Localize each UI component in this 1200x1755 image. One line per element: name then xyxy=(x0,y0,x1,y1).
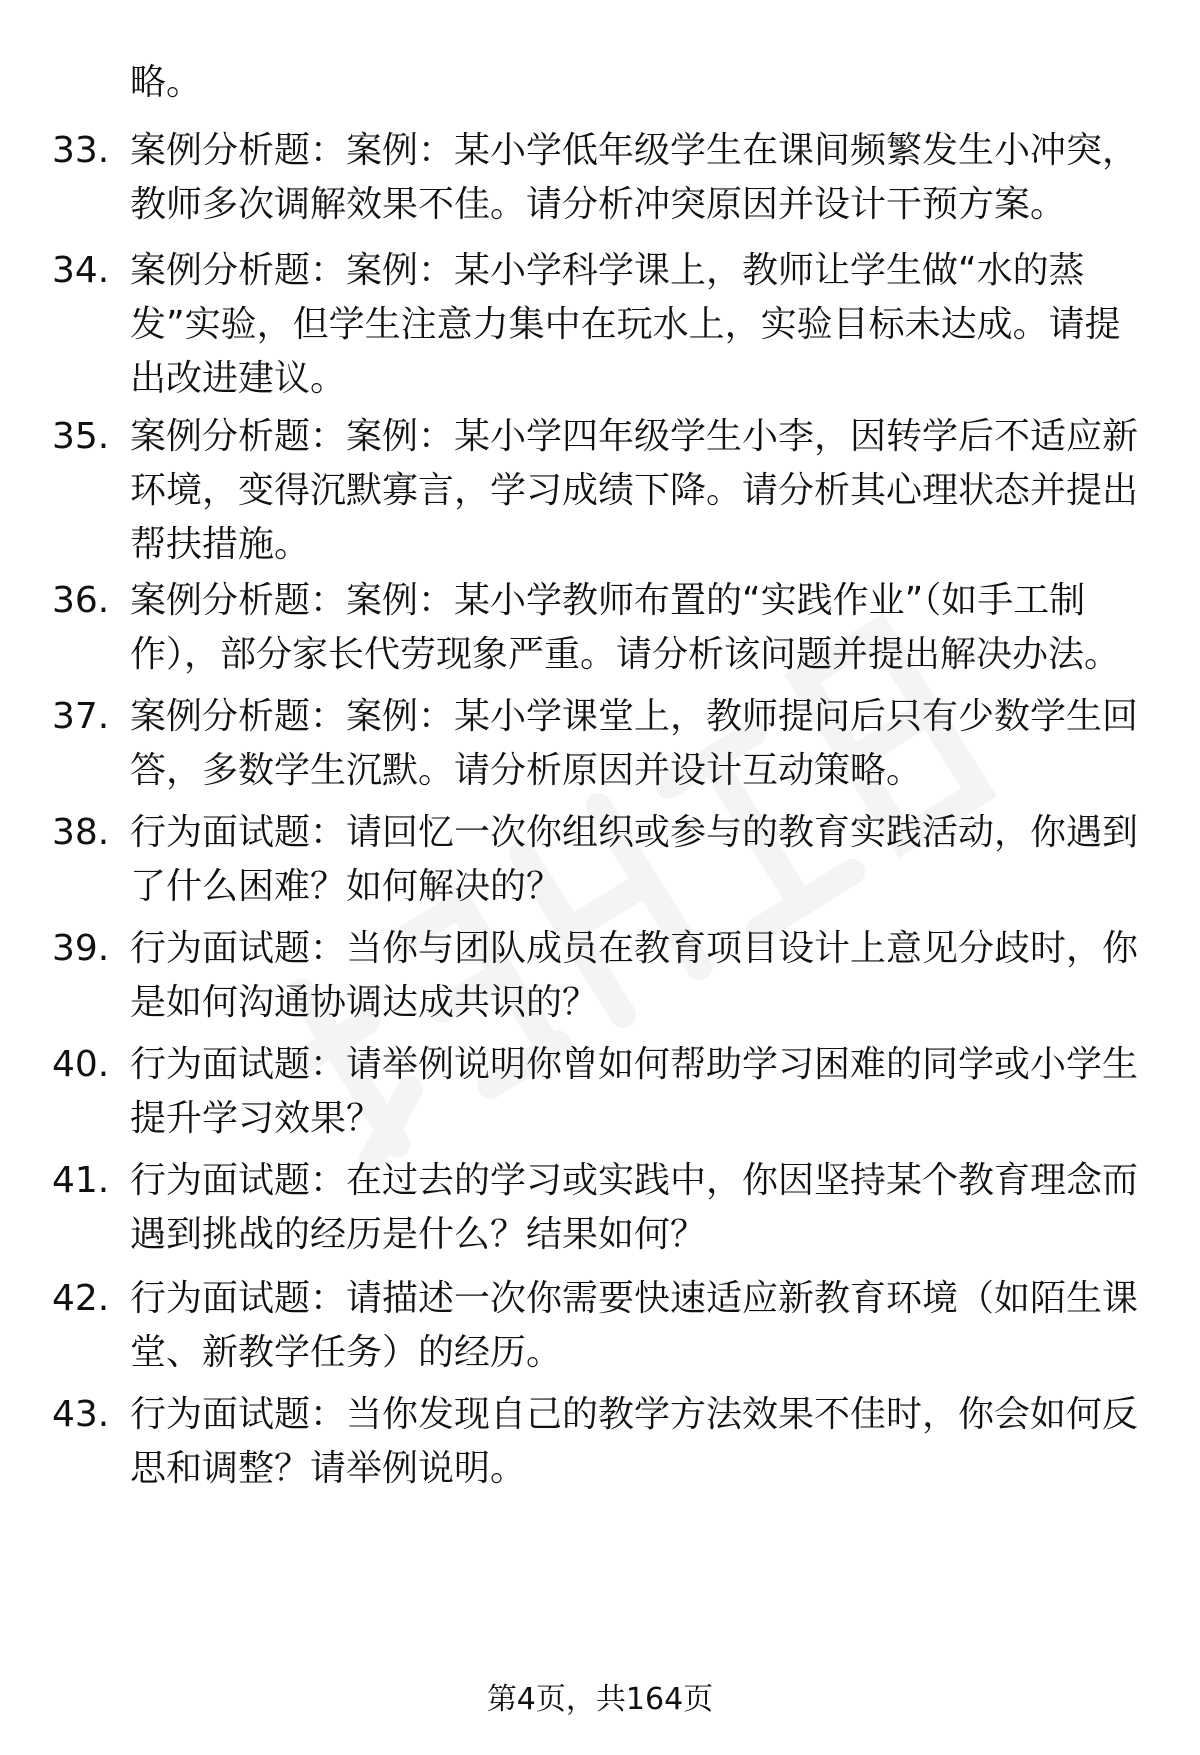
question-text: 案例分析题：案例：某小学四年级学生小李，因转学后不适应新环境，变得沉默寡言，学习成绩下降。请分析其心理状态并提出帮扶措施。 xyxy=(130,416,1139,565)
question-text: 案例分析题：案例：某小学低年级学生在课间频繁发生小冲突，教师多次调解效果不佳。请分析冲突原因并设计干预方案。 xyxy=(130,130,1139,225)
question-text: 行为面试题：在过去的学习或实践中，你因坚持某个教育理念而遇到挑战的经历是什么？结果如何？ xyxy=(130,1160,1139,1255)
question-text: 行为面试题：请举例说明你曾如何帮助学习困难的同学或小学生提升学习效果？ xyxy=(130,1044,1139,1139)
question-text: 行为面试题：当你与团队成员在教育项目设计上意见分歧时，你是如何沟通协调达成共识的？ xyxy=(130,928,1139,1023)
question-number: 33. xyxy=(52,130,110,171)
question-number: 40. xyxy=(52,1044,110,1085)
question-number: 35. xyxy=(52,416,110,457)
question-number: 37. xyxy=(52,696,110,737)
question-number: 36. xyxy=(52,580,110,621)
question-number: 43. xyxy=(52,1394,110,1435)
question-number: 39. xyxy=(52,928,110,969)
question-text: 案例分析题：案例：某小学教师布置的“实践作业”（如手工制作），部分家长代劳现象严重。请分析该问题并提出解决办法。 xyxy=(130,580,1121,675)
question-text: 行为面试题：当你发现自己的教学方法效果不佳时，你会如何反思和调整？请举例说明。 xyxy=(130,1394,1139,1489)
question-text: 案例分析题：案例：某小学课堂上，教师提问后只有少数学生回答，多数学生沉默。请分析原因并设计互动策略。 xyxy=(130,696,1139,791)
question-number: 38. xyxy=(52,812,110,853)
page-footer: 第4页，共164页 xyxy=(486,1682,714,1717)
question-text: 行为面试题：请回忆一次你组织或参与的教育实践活动，你遇到了什么困难？如何解决的？ xyxy=(130,812,1139,907)
question-number: 41. xyxy=(52,1160,110,1201)
question-text: 案例分析题：案例：某小学科学课上，教师让学生做“水的蒸发”实验，但学生注意力集中在玩水上，实验目标未达成。请提出改进建议。 xyxy=(130,250,1121,399)
continuation-text: 略。 xyxy=(130,62,203,103)
question-number: 42. xyxy=(52,1278,110,1319)
question-number: 34. xyxy=(52,250,110,291)
question-text: 行为面试题：请描述一次你需要快速适应新教育环境（如陌生课堂、新教学任务）的经历。 xyxy=(130,1278,1139,1373)
